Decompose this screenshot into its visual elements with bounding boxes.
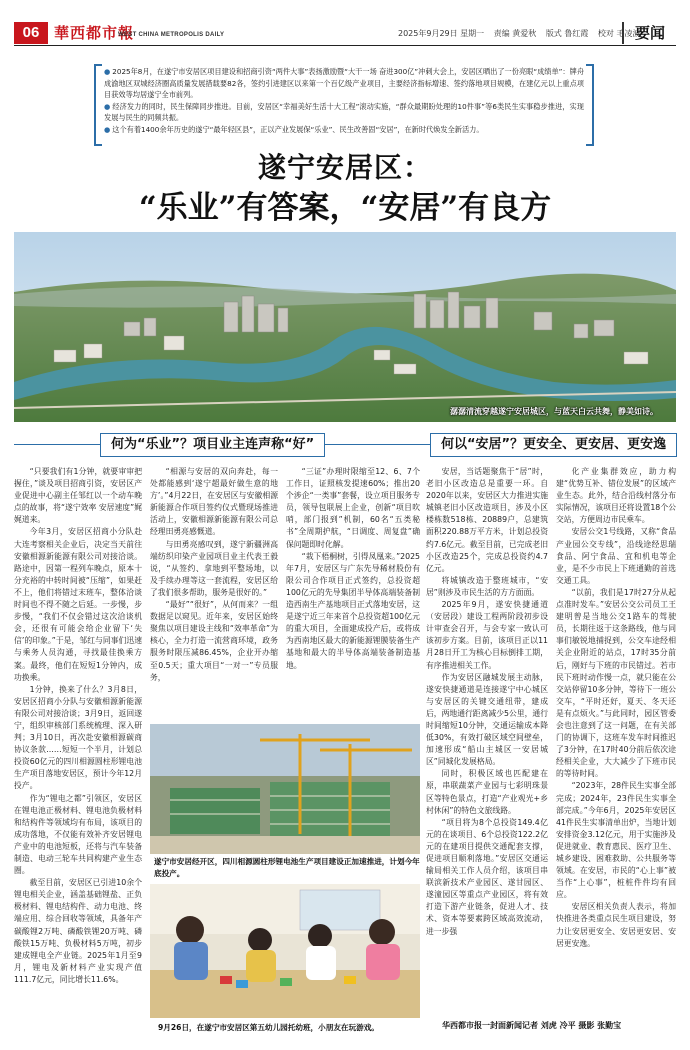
right-subhead-title: 何以“安居”？更安全、更安居、更安逸 bbox=[430, 433, 677, 457]
article-paragraph: 1分钟，换来了什么？3月8日，安居区招商小分队与安徽相源新能源有限公司对接洽谈；3月9日，返回遂宁，组织审核部门系统梳理、深入研判；3月10日，再次赴安徽相源碳商协议条款……短短一个半月，计划总投资60亿元的四川相源圆柱形锂电池生产项目落地安居区，预计今年12月投产。 bbox=[14, 684, 142, 791]
newspaper-logo: 華西都市報 bbox=[54, 24, 135, 42]
article-column-4 bbox=[426, 466, 548, 1040]
article-paragraph: 截至目前，安居区已引进10余个锂电相关企业，涵盖基础锂盐、正负极材料、锂电结构件、动力电池、终端应用、综合回收等领域，具备年产碳酸锂2万吨、磷酸铁锂20万吨、磷酸铁15万吨、负极材料5万吨，初步建成锂电全产业链。2025年1月至9月，锂电及新材料产业实现产值111.7亿元，同比增长11.6%。 bbox=[14, 878, 142, 984]
article-paragraph: 安居公交1号线路，又称“食品产业园公交专线”，沿线途经思瑞食品、阿宁食品、宜和机电等企业，是不少市民上下班通勤的首选交通工具。 bbox=[556, 527, 676, 585]
page-header bbox=[14, 22, 676, 46]
kindergarten-illustration bbox=[150, 884, 420, 1018]
article-column-2 bbox=[150, 466, 278, 718]
editor-credit: 责编 黄爱秋 bbox=[493, 29, 537, 38]
article-paragraph: 同时，积极区域也匹配建在原，串联蔬菜产业园与七彩明珠景区等特色景点，打造“产业观光+乡村休闲”的特色文旅线路。 bbox=[426, 769, 548, 815]
article-paragraph: 化产业集群效应，助力构建“优势互补、错位发展”的区域产业生态。此外，结合沿线村落分布实际情况，该项目还将设置18个公交站，方便周边市民乘车。 bbox=[556, 467, 676, 525]
article-column-5 bbox=[556, 466, 676, 1018]
hero-aerial-photo bbox=[14, 232, 676, 422]
article-paragraph: “只要我们有1分钟，就要审审把握住，”谈及项目招商引资，安居区产业促进中心副主任邹红以一个动车晚点的故事，将“遂宁效率 安居速度”娓娓道来。 bbox=[14, 467, 142, 525]
article-paragraph: 安居区相关负责人表示，将加快推进各类重点民生项目建设，努力让安居更安全、安居更安居、安居更安逸。 bbox=[556, 902, 676, 948]
newspaper-logo-en: WEST CHINA METROPOLIS DAILY bbox=[118, 32, 225, 38]
right-subhead bbox=[422, 432, 676, 458]
reporter-credit: 华西都市报一封面新闻记者 刘虎 冷平 摄影 张勤宝 bbox=[442, 1021, 622, 1030]
article-paragraph: “相源与安居的双向奔赴，每一处都能感到‘遂宁超最好做生意的地方’。”4月22日，在安居区与安徽相源新能源合作项目签约仪式暨现场推进活动上，安徽相源新能源有限公司总经理田勇亮感慨道。 bbox=[150, 467, 278, 537]
article-paragraph: “栽下梧桐树，引得凤凰来。”2025年7月，安居区与广东先导稀材股份有限公司合作项目正式签约，总投资超100亿元的先导集团半导体高端装备制造西南生产基地项目正式落地安居，这是遂宁近三年来首个总投资超100亿元的重大项目，全面建成投产后，或将成为西南地区最大的新能源锂膜装备生产基地和最大的半导体高端装备制造基地。 bbox=[286, 551, 420, 670]
article-paragraph: “最好”“很好”，从何而来？一组数据足以窥见。近年来，安居区始终聚焦以项目建设主线和“效率革命”为核心，全力打造一流营商环境，政务服务时限压减86.45%，企业开办缩至0.5天；重大项目“一对一”专员服务， bbox=[150, 600, 278, 682]
bullet-icon: ● bbox=[104, 67, 111, 76]
article-paragraph: “项目将为8个总投资149.4亿元的在谈项目、6个总投资122.2亿元的在建项目提供交通配套支撑，促进项目顺利落地。”安居区交通运输局相关工作人员介绍，该项目串联滨新技术产业园区、遂甘园区、遂潼园区等重点产业园区，将有效打造下游产业链条，促进人才、技术、资本等要素跨区域高效流动，进一步强 bbox=[426, 817, 548, 936]
construction-illustration bbox=[150, 724, 420, 854]
edition-meta bbox=[398, 28, 647, 39]
summary-bracket-left bbox=[94, 64, 102, 146]
article-paragraph: “2023年，28件民生实事全部完成；2024年，23件民生实事全部完成。”今年6月，2025年安居区41件民生实事清单出炉，当地计划安排资金3.12亿元，用于实施涉及促进就业、教育惠民、医疗卫生、城乡建设、困难救助、公共服务等领域。在安居，市民的“心上事”被当作“上心事”，桩桩件件均有回应。 bbox=[556, 781, 676, 900]
article-paragraph: “三证”办理时限缩至12、6、7个工作日，证照核发提速60%；推出20个涉企“一类事”套餐，设立项目服务专员，领导包联展上企业，创新“项目吹哨，部门报到”机制，60名“五类秘书”全周期护航，“日调度、周复盘”确保问题即时化解。 bbox=[286, 467, 420, 549]
layout-credit: 版式 鲁红霞 bbox=[545, 29, 589, 38]
article-paragraph: 作为安居区融城发展主动脉，遂安快捷通道是连接遂宁中心城区与安居区的关键交通纽带，建成后，两地通行距离减少5公里，通行时间缩短10分钟，交通运输成本降低30%，有效打破区域空间壁垒，加速形成“船山主城区一安居城区”同城化发展格局。 bbox=[426, 672, 548, 767]
article-paragraph: 2025年9月，遂安快捷通道（安居段）建设工程两阶段初步设计审查会召开，与会专家一致认可该初步方案。目前，该项目正以11月28日开工为核心目标倒排工期，有序推进相关工作。 bbox=[426, 600, 548, 670]
headline-line-2: “乐业”有答案，“安居”有良方 bbox=[138, 190, 552, 226]
summary-item: ● 2025年8月，在遂宁市安居区项目建设和招商引资“两件大事”表扬激励暨“大干一场 奋进300亿”冲刺大会上，安居区晒出了一份亮眼“成绩单”：牌舟成渝地区双城经济圈高质量发展措载要82各，签约引进建区以来第一个百亿级产业项目，主要经济指标增速、签约落地项目规模，在建亿元以上重点项目获效等均居遂宁全市前列。 bbox=[104, 67, 585, 100]
kindergarten-photo bbox=[150, 884, 420, 1018]
summary-item: ● 经济发力的同时，民生保障同步推进。目前，安居区“幸福美好生活十大工程”滚动实施，“群众最期盼处理的10件事”等6类民生实事稳步推进，实现发展与民生的同频共振。 bbox=[104, 101, 584, 123]
bullet-icon: ● bbox=[104, 124, 111, 134]
article-paragraph: 今年3月，安居区招商小分队赴大连考察相关企业后，决定当天前往安徽相源新能源有限公司对接洽谈。路途中，因第一程列车晚点，原本十分充裕的中转时间被“压缩”，如果赶不上，他们将错过末班车，整体洽谈时间也不得不随之后延。一步慢，步步慢，“我们不仅会错过这次洽谈机会，还很有可能会给企业留下‘失信’的印象。”于是，邹红与同事们迅速与乘务人员沟通，寻找最佳换乘方案。最终，他们在短短1分钟内，成功换乘。 bbox=[14, 527, 142, 682]
section-label: 要闻 bbox=[622, 22, 676, 44]
article-column-1 bbox=[14, 466, 142, 1040]
article-paragraph: “以前，我们是17时27分从起点准时发车。”安居公交公司员工王建明曾是当地公交1路车的驾驶员，长期往返于这条路线，他与同事们敏锐地捕捉到，公交车途经相关企业附近的站点，17时35分前后，刚好与下班的市民错过。若市民下班时动作慢一点，就只能在公交站停留10多分钟，等待下一班公交车，“平时还好，夏天、冬天还是有点烦火。”与此同时，园区管委会也注意到了这一问题，在有关部门的协调下，这班车发车时间推迟了3分钟，在17时40分前后依次途经相关企业，大大减少了下班市民的等待时间。 bbox=[556, 587, 676, 779]
edition-date: 2025年9月29日 星期一 bbox=[398, 29, 485, 38]
photo-caption-construction: 遂宁市安居经开区，四川相源圆柱形锂电池生产项目建设正加速推进，计划今年底投产。 bbox=[154, 857, 420, 878]
article-column-3 bbox=[286, 466, 420, 718]
construction-site-photo bbox=[150, 724, 420, 854]
summary-bracket-right bbox=[586, 64, 594, 146]
photo-caption-kindergarten: 9月26日，在遂宁市安居区第五幼儿园托幼班，小朋友在玩游戏。 bbox=[158, 1023, 379, 1032]
bullet-icon: ● bbox=[104, 101, 111, 111]
page-number: 06 bbox=[14, 22, 48, 44]
summary-item: ● 这个有着1400余年历史的遂宁“最年轻区县”，正以产业发展保“乐业”、民生改善固“安居”，在新时代焕发全新活力。 bbox=[104, 124, 484, 134]
left-subhead bbox=[14, 432, 432, 458]
headline-line-1: 遂宁安居区： bbox=[257, 151, 432, 184]
proofreader-credit: 校对 毛凌波 bbox=[597, 29, 641, 38]
article-paragraph: 将城镇改造于整班城市，“安居”则涉及市民生活的方方面面。 bbox=[426, 575, 548, 597]
article-paragraph: 安居，当话题聚焦于“居”时，老旧小区改造总是重要一环。自2020年以来，安居区大力推进实施城镇老旧小区改造项目，涉及小区楼栋数518栋、20889户，总建筑面积220.88万平方米，计划总投资约7.6亿元。截至目前，已完成老旧小区改造25个，完成总投资约4.7亿元。 bbox=[426, 467, 548, 573]
lead-summary bbox=[104, 66, 584, 146]
city-river-illustration bbox=[14, 232, 676, 422]
left-subhead-title: 何为“乐业”？项目业主连声称“好” bbox=[100, 433, 325, 457]
hero-photo-caption: 潺潺清流穿越遂宁安居城区，与蓝天白云共舞，静美如诗。 bbox=[450, 407, 658, 416]
article-paragraph: 与田勇亮感叹到，遂宁新疆洲高端纺织印染产业园项目业主代表王毅说，“从签约、拿地到平整场地，以及手续办理等这一套流程，安居区给了我们很多帮助，服务是很好的。” bbox=[150, 539, 278, 597]
article-paragraph: 作为“锂电之都”引领区，安居区在锂电池正极材料、锂电池负极材料和结构件等领域均有布局，该项目的成功落地，不仅能有效补齐安居锂电产业中的电池短板，还将与汽车装备制造、电动三轮车共同构建产业生态圈。 bbox=[14, 793, 142, 876]
